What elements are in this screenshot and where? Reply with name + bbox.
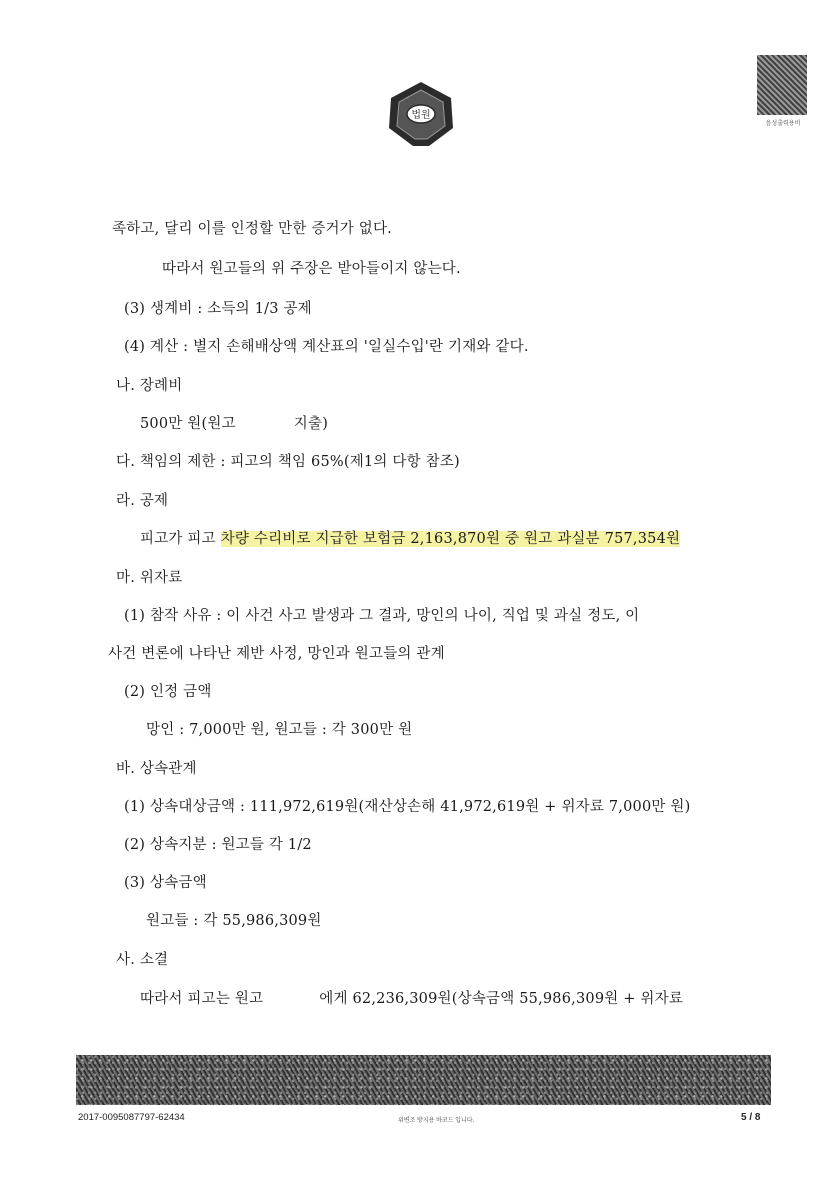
text-line: (1) 참작 사유 : 이 사건 사고 발생과 그 결과, 망인의 나이, 직업 및 과실 정도, 이	[124, 608, 640, 624]
court-emblem-icon	[385, 78, 457, 150]
text-line	[140, 990, 683, 1008]
text-line	[140, 415, 328, 433]
section-heading: 나. 장례비	[116, 378, 183, 394]
highlighted-text: 차량 수리비로 지급한 보험금 2,163,870원 중 원고 과실분 757,354원	[220, 531, 681, 547]
section-heading: 다. 책임의 제한 : 피고의 책임 65%(제1의 다항 참조)	[116, 454, 460, 470]
section-heading: 라. 공제	[116, 493, 169, 509]
text-line	[140, 530, 680, 548]
text-line: (3) 상속금액	[124, 875, 207, 891]
anti-forgery-barcode	[76, 1055, 771, 1105]
text-line: 족하고, 달리 이를 인정할 만한 증거가 없다.	[112, 221, 392, 237]
text-line: (2) 인정 금액	[124, 684, 212, 700]
qr-code-icon	[757, 55, 807, 115]
text-segment: 따라서 피고는 원고	[140, 991, 264, 1007]
text-line: 원고들 : 각 55,986,309원	[146, 913, 322, 929]
text-line: 따라서 원고들의 위 주장은 받아들이지 않는다.	[162, 261, 461, 277]
text-segment: 에게 62,236,309원(상속금액 55,986,309원 + 위자료	[319, 991, 684, 1007]
section-heading: 마. 위자료	[116, 570, 183, 586]
qr-caption: 음성출력용비	[765, 120, 801, 127]
text-segment: 피고가 피고	[140, 531, 221, 547]
text-segment: 500만 원(원고	[140, 416, 236, 432]
text-segment: 지출)	[293, 416, 329, 432]
document-id: 2017-0095087797-62434	[78, 1112, 185, 1123]
barcode-notice: 위변조 방지용 바코드 입니다.	[398, 1118, 475, 1124]
page-number: 5 / 8	[741, 1112, 761, 1123]
text-line: (1) 상속대상금액 : 111,972,619원(재산상손해 41,972,619원 + 위자료 7,000만 원)	[124, 799, 691, 815]
text-line: (3) 생계비 : 소득의 1/3 공제	[124, 301, 312, 317]
section-heading: 사. 소결	[116, 952, 169, 968]
text-line: 사건 변론에 나타난 제반 사정, 망인과 원고들의 관계	[108, 646, 445, 662]
text-line: (4) 계산 : 별지 손해배상액 계산표의 '일실수입'란 기재와 같다.	[124, 339, 529, 355]
section-heading: 바. 상속관계	[116, 761, 197, 777]
text-line: (2) 상속지분 : 원고들 각 1/2	[124, 837, 312, 853]
text-line: 망인 : 7,000만 원, 원고들 : 각 300만 원	[146, 722, 413, 738]
emblem-label: 법원	[411, 110, 431, 121]
